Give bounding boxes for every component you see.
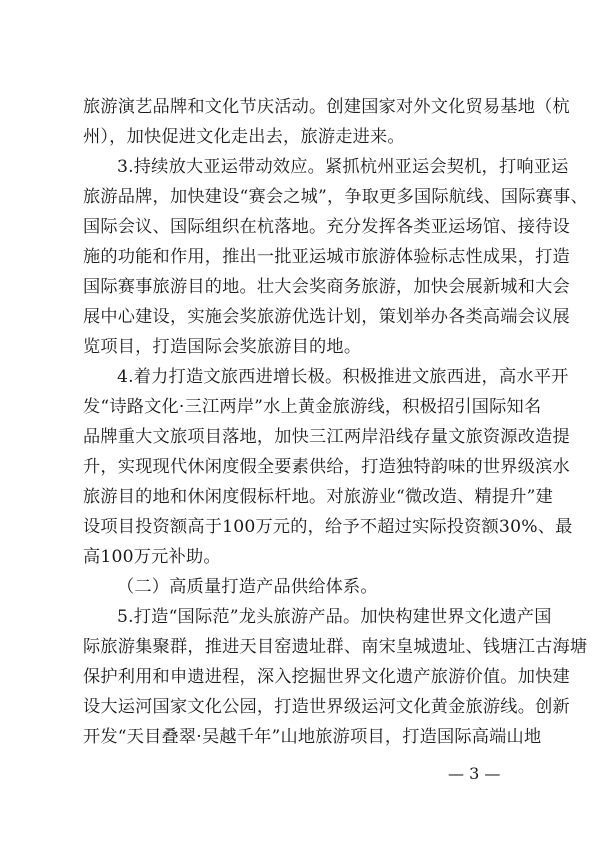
text-line: 施的功能和作用，推出一批亚运城市旅游体验标志性成果，打造: [83, 247, 570, 267]
text-line: 高100万元补助。: [83, 547, 221, 567]
text-line: 州），加快促进文化走出去，旅游走进来。: [83, 127, 405, 147]
text-line: 旅游目的地和休闲度假标杆地。对旅游业“微改造、精提升”建: [83, 487, 554, 507]
text-line: 国际会议、国际组织在杭落地。充分发挥各类亚运场馆、接待设: [83, 217, 570, 237]
text-line: 3.持续放大亚运带动效应。紧抓杭州亚运会契机，打响亚运: [117, 157, 569, 177]
text-line: 旅游演艺品牌和文化节庆活动。创建国家对外文化贸易基地（杭: [83, 97, 570, 117]
text-line: 览项目，打造国际会奖旅游目的地。: [83, 337, 362, 357]
text-line: 设项目投资额高于100万元的，给予不超过实际投资额30%、最: [83, 517, 573, 537]
text-line: 际旅游集聚群，推进天目窑遗址群、南宋皇城遗址、钱塘江古海塘: [83, 637, 588, 657]
text-line: 5.打造“国际范”龙头旅游产品。加快构建世界文化遗产国: [117, 607, 552, 627]
text-line: 国际赛事旅游目的地。壮大会奖商务旅游，加快会展新城和大会: [83, 277, 570, 297]
text-line: 展中心建设，实施会奖旅游优选计划，策划举办各类高端会议展: [83, 307, 570, 327]
text-line: 设大运河国家文化公园，打造世界级运河文化黄金旅游线。创新: [83, 697, 570, 717]
text-line: 品牌重大文旅项目落地，加快三江两岸沿线存量文旅资源改造提: [83, 427, 570, 447]
text-line: 旅游品牌，加快建设“赛会之城”，争取更多国际航线、国际赛事、: [83, 187, 588, 207]
text-line: 升，实现现代休闲度假全要素供给，打造独特韵味的世界级滨水: [83, 457, 570, 477]
text-line: 发“诗路文化·三江两岸”水上黄金旅游线，积极招引国际知名: [83, 397, 542, 417]
body-text: [83, 92, 588, 752]
page-number: — 3 —: [448, 764, 501, 783]
text-line: （二）高质量打造产品供给体系。: [117, 577, 378, 597]
text-line: 开发“天目叠翠·吴越千年”山地旅游项目，打造国际高端山地: [83, 727, 542, 747]
text-line: 保护利用和申遗进程，深入挖掘世界文化遗产旅游价值。加快建: [83, 667, 570, 687]
text-line: 4.着力打造文旅西进增长极。积极推进文旅西进，高水平开: [117, 367, 569, 387]
